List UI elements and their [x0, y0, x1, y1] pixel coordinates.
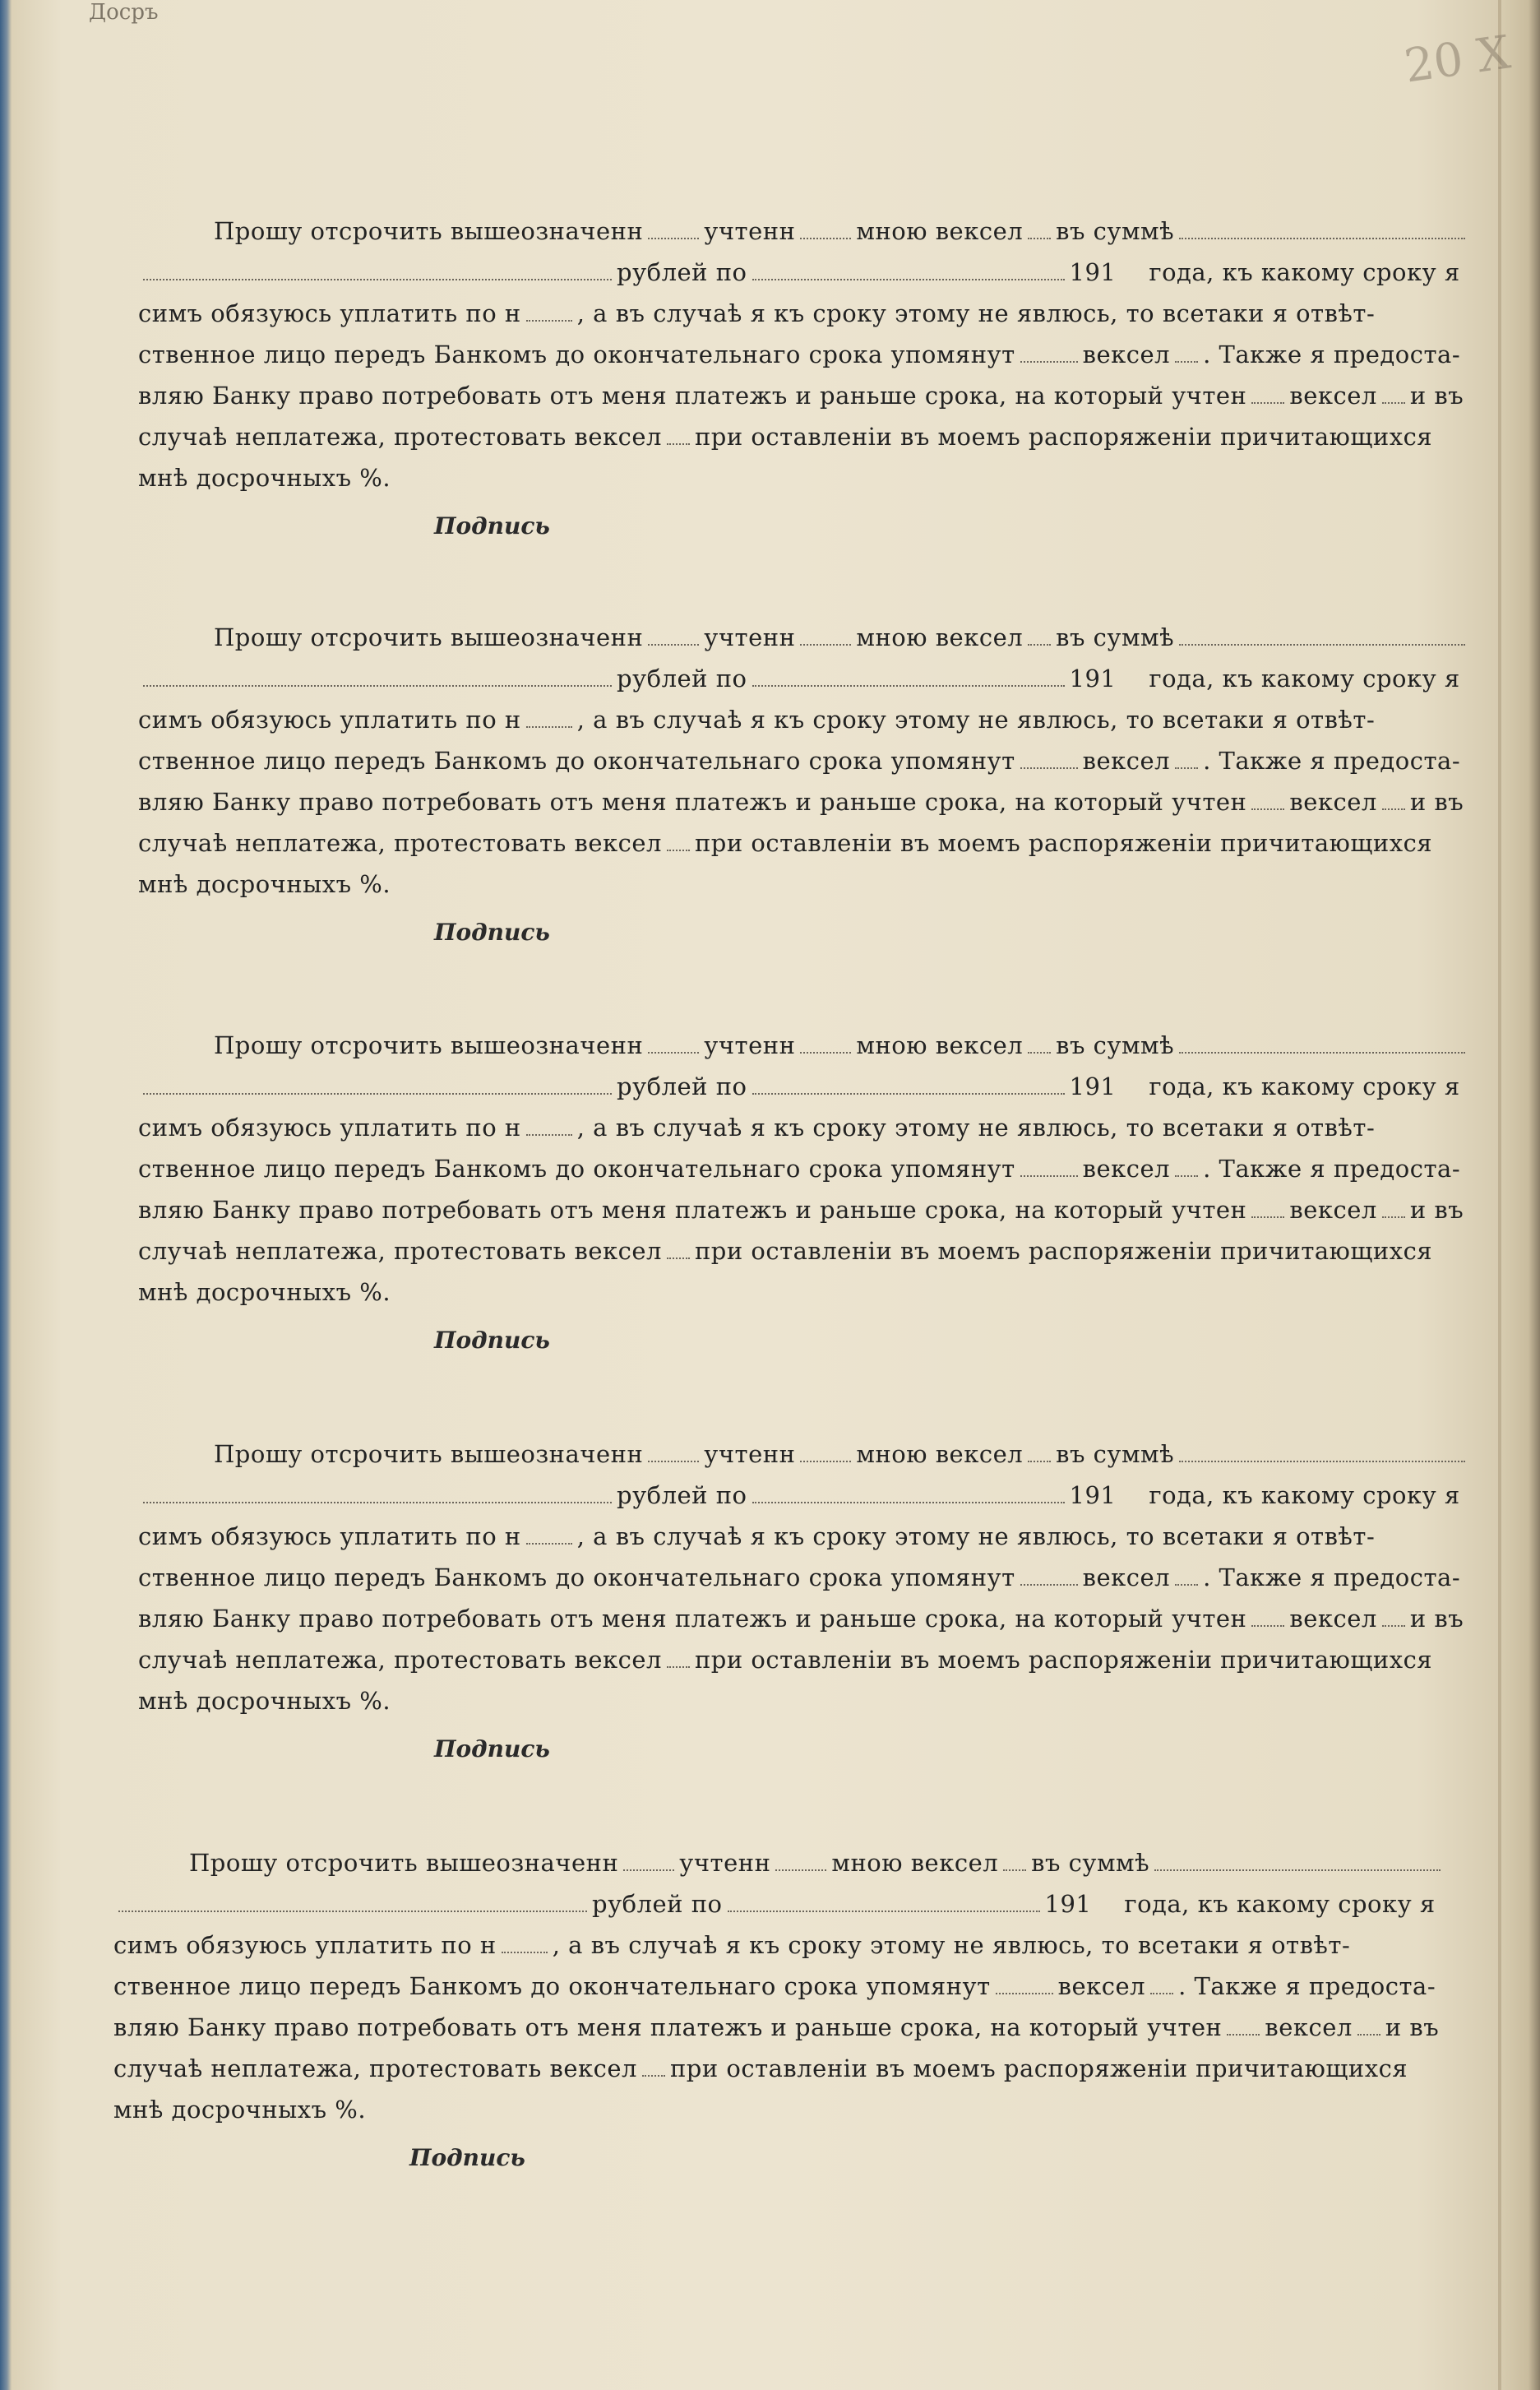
text-if-absent: , а въ случаѣ я къ сроку этому не явлюсь, то всетаки я отвѣт-	[576, 706, 1376, 734]
form-line-3	[138, 294, 1470, 327]
signature-label: Подпись	[434, 1327, 550, 1354]
text-discounted: учтенн	[704, 217, 796, 245]
text-year-term: года, къ какому сроку я	[1149, 665, 1460, 692]
form-line-1	[138, 618, 1470, 651]
blank-field	[1003, 1869, 1026, 1871]
text-bill: вексел	[1082, 747, 1171, 775]
text-rubles: рублей по	[617, 1481, 747, 1509]
form-line-6	[138, 418, 1470, 451]
text-also: . Также я предоста-	[1203, 1563, 1461, 1591]
text-and-in: и въ	[1409, 382, 1464, 410]
text-nonpayment: случаѣ неплатежа, протестовать вексел	[138, 423, 662, 451]
text-rubles: рублей по	[617, 665, 747, 692]
text-leaving: при оставленіи въ моемъ распоряженіи причитающихся	[694, 1646, 1433, 1674]
text-right-demand: вляю Банку право потребовать отъ меня платежъ и раньше срока, на который учтен	[113, 2013, 1223, 2041]
text-in-sum: въ суммѣ	[1056, 1440, 1175, 1468]
form-line-2	[138, 253, 1470, 286]
text-responsible: ственное лицо передъ Банкомъ до окончательнаго срока упомянут	[138, 1155, 1015, 1183]
form-line-4	[138, 336, 1470, 368]
text-by-me-bill: мною вексел	[856, 1031, 1024, 1059]
form-line-4	[138, 1559, 1470, 1591]
text-in-sum: въ суммѣ	[1056, 217, 1175, 245]
blank-field	[775, 1869, 826, 1871]
blank-field-sum	[1154, 1869, 1441, 1871]
text-year-term: года, къ какому сроку я	[1149, 258, 1460, 286]
text-oblige: симъ обязуюсь уплатить по н	[138, 706, 521, 734]
blank-field	[1382, 808, 1405, 810]
text-rubles: рублей по	[617, 258, 747, 286]
text-by-me-bill: мною вексел	[856, 1440, 1024, 1468]
text-responsible: ственное лицо передъ Банкомъ до окончательнаго срока упомянут	[138, 747, 1015, 775]
form-line-1	[138, 1026, 1470, 1059]
form-line-7	[138, 1682, 1470, 1715]
blank-field	[1020, 1175, 1078, 1177]
text-leaving: при оставленіи въ моемъ распоряженіи причитающихся	[694, 423, 1433, 451]
text-year-term: года, къ какому сроку я	[1124, 1890, 1436, 1918]
form-line-5	[138, 1600, 1470, 1633]
form-line-4	[138, 742, 1470, 775]
text-and-in: и въ	[1409, 1196, 1464, 1224]
blank-field	[642, 2075, 665, 2077]
text-if-absent: , а въ случаѣ я къ сроку этому не явлюсь, то всетаки я отвѣт-	[576, 1522, 1376, 1550]
text-year-prefix: 191	[1069, 1481, 1117, 1509]
blank-field-sum	[1179, 1052, 1465, 1054]
blank-field	[1175, 361, 1198, 363]
text-request: Прошу отсрочить вышеозначенн	[214, 1031, 644, 1059]
text-year-term: года, къ какому сроку я	[1149, 1481, 1460, 1509]
form-line-5	[113, 2008, 1445, 2041]
text-oblige: симъ обязуюсь уплатить по н	[138, 299, 521, 327]
form-line-1	[138, 1435, 1470, 1468]
text-nonpayment: случаѣ неплатежа, протестовать вексел	[138, 829, 662, 857]
blank-field	[1382, 1216, 1405, 1218]
text-nonpayment: случаѣ неплатежа, протестовать вексел	[138, 1237, 662, 1265]
blank-field-date	[728, 1911, 1040, 1912]
blank-field	[1251, 1216, 1284, 1218]
text-bill: вексел	[1057, 1972, 1146, 2000]
form-line-6	[138, 824, 1470, 857]
form-line-4	[113, 1967, 1445, 2000]
text-also: . Также я предоста-	[1203, 747, 1461, 775]
text-year-prefix: 191	[1044, 1890, 1092, 1918]
blank-field	[1175, 1584, 1198, 1586]
text-early-interest: мнѣ досрочныхъ %.	[138, 464, 391, 492]
form-line-3	[138, 1517, 1470, 1550]
text-by-me-bill: мною вексел	[856, 623, 1024, 651]
form-line-3	[113, 1926, 1445, 1959]
signature-label: Подпись	[434, 919, 550, 946]
text-also: . Также я предоста-	[1178, 1972, 1436, 2000]
text-leaving: при оставленіи въ моемъ распоряженіи причитающихся	[694, 1237, 1433, 1265]
text-discounted: учтенн	[704, 1031, 796, 1059]
blank-field	[1028, 1052, 1051, 1054]
margin-handwritten-note: 20 Х	[1401, 25, 1514, 94]
page-right-strip	[1501, 0, 1540, 2390]
form-line-7	[138, 459, 1470, 492]
blank-field	[1175, 767, 1198, 769]
form-line-6	[138, 1641, 1470, 1674]
form-line-2	[138, 1068, 1470, 1100]
text-if-absent: , а въ случаѣ я къ сроку этому не явлюсь, то всетаки я отвѣт-	[552, 1931, 1351, 1959]
blank-field	[1028, 1461, 1051, 1462]
blank-field	[648, 644, 699, 646]
blank-field	[800, 644, 851, 646]
blank-field-amount	[118, 1911, 587, 1912]
text-right-demand: вляю Банку право потребовать отъ меня платежъ и раньше срока, на который учтен	[138, 1605, 1247, 1633]
text-oblige: симъ обязуюсь уплатить по н	[138, 1522, 521, 1550]
form-line-7	[113, 2091, 1445, 2124]
text-discounted: учтенн	[704, 1440, 796, 1468]
text-bill: вексел	[1289, 1196, 1377, 1224]
text-by-me-bill: мною вексел	[831, 1849, 999, 1877]
text-discounted: учтенн	[704, 623, 796, 651]
text-responsible: ственное лицо передъ Банкомъ до окончательнаго срока упомянут	[113, 1972, 991, 2000]
text-request: Прошу отсрочить вышеозначенн	[214, 623, 644, 651]
text-bill: вексел	[1082, 1563, 1171, 1591]
blank-field	[623, 1869, 674, 1871]
blank-field-sum	[1179, 238, 1465, 239]
blank-field	[667, 1666, 690, 1668]
signature-label: Подпись	[434, 512, 550, 540]
form-line-5	[138, 1191, 1470, 1224]
blank-field	[1382, 1625, 1405, 1627]
blank-field	[1020, 767, 1078, 769]
text-rubles: рублей по	[592, 1890, 723, 1918]
blank-field	[667, 850, 690, 851]
text-oblige: симъ обязуюсь уплатить по н	[138, 1114, 521, 1142]
text-bill: вексел	[1082, 1155, 1171, 1183]
blank-field	[1227, 2034, 1260, 2036]
text-if-absent: , а въ случаѣ я къ сроку этому не явлюсь, то всетаки я отвѣт-	[576, 299, 1376, 327]
blank-field-sum	[1179, 1461, 1465, 1462]
form-line-3	[138, 1109, 1470, 1142]
text-responsible: ственное лицо передъ Банкомъ до окончательнаго срока упомянут	[138, 340, 1015, 368]
blank-field	[526, 1543, 572, 1545]
text-early-interest: мнѣ досрочныхъ %.	[113, 2096, 367, 2124]
form-line-7	[138, 865, 1470, 898]
text-oblige: симъ обязуюсь уплатить по н	[113, 1931, 497, 1959]
text-right-demand: вляю Банку право потребовать отъ меня платежъ и раньше срока, на который учтен	[138, 1196, 1247, 1224]
text-in-sum: въ суммѣ	[1056, 1031, 1175, 1059]
page-left-edge	[0, 0, 12, 2390]
text-early-interest: мнѣ досрочныхъ %.	[138, 1278, 391, 1306]
form-line-5	[138, 783, 1470, 816]
text-bill: вексел	[1265, 2013, 1353, 2041]
text-bill: вексел	[1289, 1605, 1377, 1633]
form-line-6	[138, 1232, 1470, 1265]
form-line-5	[138, 377, 1470, 410]
blank-field	[1251, 402, 1284, 404]
text-request: Прошу отсрочить вышеозначенн	[189, 1849, 619, 1877]
text-by-me-bill: мною вексел	[856, 217, 1024, 245]
blank-field	[667, 1258, 690, 1259]
corner-handwritten-note: Досръ	[89, 0, 159, 25]
signature-label: Подпись	[409, 2144, 525, 2171]
blank-field	[1020, 1584, 1078, 1586]
text-year-prefix: 191	[1069, 1072, 1117, 1100]
text-bill: вексел	[1082, 340, 1171, 368]
form-line-6	[113, 2050, 1445, 2082]
blank-field	[526, 320, 572, 322]
text-if-absent: , а въ случаѣ я къ сроку этому не явлюсь, то всетаки я отвѣт-	[576, 1114, 1376, 1142]
blank-field	[800, 1461, 851, 1462]
text-and-in: и въ	[1385, 2013, 1440, 2041]
blank-field-sum	[1179, 644, 1465, 646]
blank-field-date	[752, 279, 1065, 280]
text-request: Прошу отсрочить вышеозначенн	[214, 1440, 644, 1468]
text-request: Прошу отсрочить вышеозначенн	[214, 217, 644, 245]
blank-field	[526, 726, 572, 728]
blank-field	[526, 1134, 572, 1136]
blank-field	[1028, 644, 1051, 646]
form-line-3	[138, 701, 1470, 734]
blank-field	[1251, 808, 1284, 810]
form-line-2	[138, 660, 1470, 692]
blank-field-amount	[143, 685, 612, 687]
blank-field-amount	[143, 1093, 612, 1095]
text-and-in: и въ	[1409, 1605, 1464, 1633]
blank-field	[800, 238, 851, 239]
form-line-7	[138, 1273, 1470, 1306]
text-leaving: при оставленіи въ моемъ распоряженіи причитающихся	[669, 2054, 1408, 2082]
text-and-in: и въ	[1409, 788, 1464, 816]
blank-field	[667, 443, 690, 445]
blank-field	[1175, 1175, 1198, 1177]
blank-field	[1251, 1625, 1284, 1627]
blank-field-amount	[143, 1502, 612, 1503]
blank-field	[1020, 361, 1078, 363]
text-also: . Также я предоста-	[1203, 340, 1461, 368]
blank-field	[502, 1952, 548, 1953]
blank-field	[648, 1461, 699, 1462]
blank-field-date	[752, 1093, 1065, 1095]
blank-field	[1357, 2034, 1380, 2036]
blank-field-date	[752, 685, 1065, 687]
blank-field	[648, 1052, 699, 1054]
text-year-prefix: 191	[1069, 665, 1117, 692]
blank-field	[996, 1993, 1053, 1994]
text-rubles: рублей по	[617, 1072, 747, 1100]
text-bill: вексел	[1289, 788, 1377, 816]
text-in-sum: въ суммѣ	[1031, 1849, 1150, 1877]
blank-field	[1382, 402, 1405, 404]
text-also: . Также я предоста-	[1203, 1155, 1461, 1183]
text-year-term: года, къ какому сроку я	[1149, 1072, 1460, 1100]
text-nonpayment: случаѣ неплатежа, протестовать вексел	[138, 1646, 662, 1674]
blank-field-amount	[143, 279, 612, 280]
blank-field	[648, 238, 699, 239]
blank-field	[800, 1052, 851, 1054]
form-line-1	[138, 212, 1470, 245]
text-bill: вексел	[1289, 382, 1377, 410]
blank-field-date	[752, 1502, 1065, 1503]
text-early-interest: мнѣ досрочныхъ %.	[138, 1687, 391, 1715]
blank-field	[1028, 238, 1051, 239]
form-line-4	[138, 1150, 1470, 1183]
text-in-sum: въ суммѣ	[1056, 623, 1175, 651]
signature-label: Подпись	[434, 1735, 550, 1762]
text-responsible: ственное лицо передъ Банкомъ до окончательнаго срока упомянут	[138, 1563, 1015, 1591]
text-leaving: при оставленіи въ моемъ распоряженіи причитающихся	[694, 829, 1433, 857]
form-line-1	[113, 1844, 1445, 1877]
text-nonpayment: случаѣ неплатежа, протестовать вексел	[113, 2054, 637, 2082]
text-discounted: учтенн	[679, 1849, 771, 1877]
blank-field	[1150, 1993, 1173, 1994]
text-right-demand: вляю Банку право потребовать отъ меня платежъ и раньше срока, на который учтен	[138, 382, 1247, 410]
text-right-demand: вляю Банку право потребовать отъ меня платежъ и раньше срока, на который учтен	[138, 788, 1247, 816]
text-year-prefix: 191	[1069, 258, 1117, 286]
text-early-interest: мнѣ досрочныхъ %.	[138, 870, 391, 898]
form-line-2	[113, 1885, 1445, 1918]
form-line-2	[138, 1476, 1470, 1509]
